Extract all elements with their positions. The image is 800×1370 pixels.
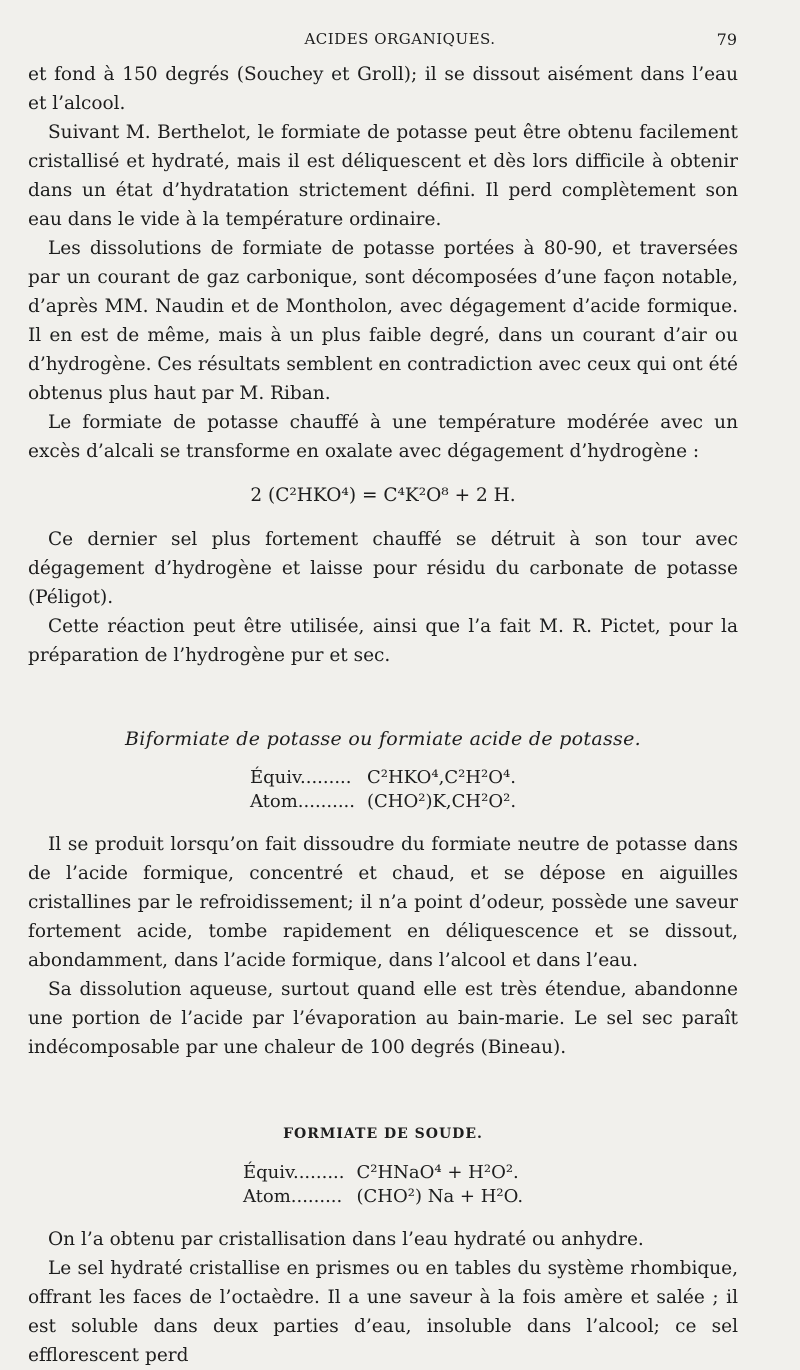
atom-formula: (CHO²) Na + H²O. (356, 1186, 524, 1207)
paragraph: Le formiate de potasse chauffé à une température modérée avec un excès d’alcali se transforme en oxalate avec dégagement d’hydrogène : (28, 412, 738, 462)
section-title-soude: FORMIATE DE SOUDE. (283, 1126, 483, 1142)
equiv-formula: C²HKO⁴,C²H²O⁴. (367, 767, 516, 788)
page-number: 79 (716, 30, 737, 49)
running-head: ACIDES ORGANIQUES. (304, 30, 496, 48)
equiv-label: Équiv......... (249, 767, 352, 788)
paragraph: Ce dernier sel plus fortement chauffé se détruit à son tour avec dégagement d’hydrogène et laisse pour résidu du carbonate de potasse (Péligot). (28, 529, 738, 608)
paragraph: Le sel hydraté cristallise en prismes ou en tables du système rhombique, offrant les faces de l’octaèdre. Il a une saveur à la fois amère et salée ; il est soluble dans deux parties d’eau, insoluble dans l’alcool; ce sel efflorescent perd (28, 1258, 738, 1366)
formula-table-biformiate (244, 766, 522, 814)
paragraph: Cette réaction peut être utilisée, ainsi que l’a fait M. R. Pictet, pour la préparation de l’hydrogène pur et sec. (28, 616, 738, 666)
paragraph: Il se produit lorsqu’on fait dissoudre du formiate neutre de potasse dans de l’acide formique, concentré et chaud, et se dépose en aiguilles cristallines par le refroidissement; il n’a point d’odeur, possède une saveur fortement acide, tombe rapidement en déliquescence et se dissout, abondamment, dans l’acide formique, dans l’alcool et dans l’eau. (28, 834, 738, 971)
paragraph: Sa dissolution aqueuse, surtout quand elle est très étendue, abandonne une portion de l’acide par l’évaporation au bain-marie. Le sel sec paraît indécomposable par une chaleur de 100 degrés (Bineau). (28, 979, 738, 1058)
equiv-label: Équiv......... (242, 1162, 345, 1183)
formula-table-soude (237, 1161, 529, 1209)
paragraph: Les dissolutions de formiate de potasse portées à 80-90, et traversées par un courant de gaz carbonique, sont décomposées d’une façon notable, d’après MM. Naudin et de Montholon, avec dégagement d’acide formique. Il en est de même, mais à un plus faible degré, dans un courant d’air ou d’hydrogène. Ces résultats semblent en contradiction avec ceux qui ont été obtenus plus haut par M. Riban. (28, 238, 738, 404)
equiv-formula: C²HNaO⁴ + H²O². (356, 1162, 519, 1183)
section-title-biformiate: Biformiate de potasse ou formiate acide de potasse. (125, 728, 641, 750)
paragraph: Suivant M. Berthelot, le formiate de potasse peut être obtenu facilement cristallisé et hydraté, mais il est déliquescent et dès lors difficile à obtenir dans un état d’hydratation strictement défini. Il perd complètement son eau dans le vide à la température ordinaire. (28, 122, 738, 230)
atom-formula: (CHO²)K,CH²O². (367, 791, 517, 812)
atom-label: Atom......... (242, 1186, 343, 1207)
atom-label: Atom.......... (249, 791, 355, 812)
paragraph: On l’a obtenu par cristallisation dans l’eau hydraté ou anhydre. (48, 1229, 644, 1250)
reaction-equation: 2 (C²HKO⁴) = C⁴K²O⁸ + 2 H. (250, 485, 516, 506)
page-body (28, 60, 738, 1370)
page-header (0, 30, 800, 52)
paragraph: et fond à 150 degrés (Souchey et Groll); il se dissout aisément dans l’eau et l’alcool. (28, 64, 738, 114)
